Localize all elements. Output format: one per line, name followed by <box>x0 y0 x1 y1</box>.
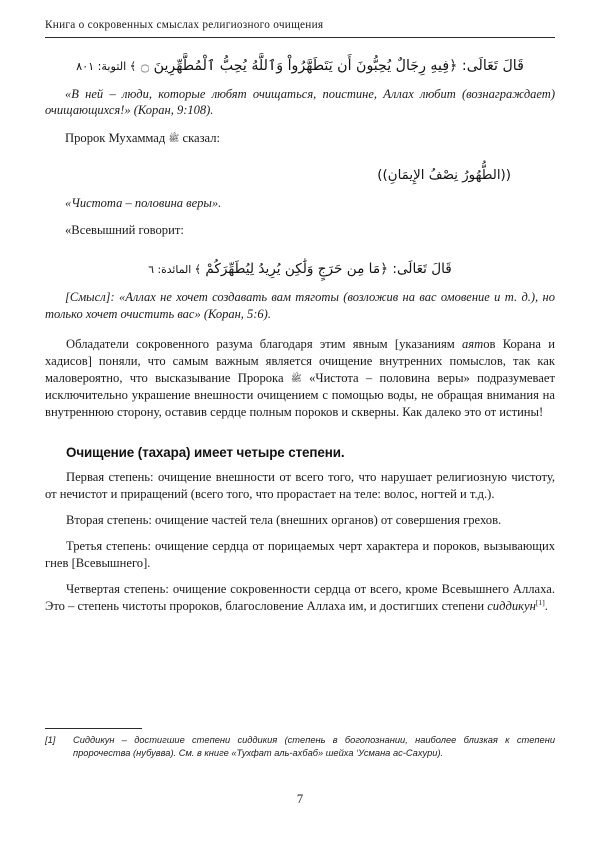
footnote-marker: [1] <box>45 735 56 745</box>
main-paragraph-part-c: «Чистота – половина веры» подразумевает исключительно украшение внешности очищением с помощью воды, не обращая внимания на внутреннюю сторону, оставив сердце полным пороков и скверны. Как далеко это от истины! <box>45 371 555 420</box>
quran-verse-1 <box>45 55 555 77</box>
quran-verse-2 <box>45 259 555 280</box>
degree-4-part-a: Четвертая степень: очищение сокровенности сердца от всего, кроме Всевышнего Аллаха. Это – степень чистоты пророков, благословение Аллаха им, и достигших степени <box>45 581 555 613</box>
prophet-said-intro-part-a: Пророк Мухаммад <box>65 130 169 145</box>
hadith-arabic: ((الطُّهُورُ نِصْفُ الإِيمَانِ)) <box>377 167 511 183</box>
footnote-item <box>45 734 555 761</box>
hadith-translation: «Чистота – половина веры». <box>65 195 222 210</box>
allah-says-intro: «Всевышний говорит: <box>65 223 184 238</box>
main-paragraph <box>45 336 555 421</box>
sallallahu-alayhi-wasallam-icon-2: ﷺ <box>290 374 302 385</box>
footnote-area <box>45 728 555 761</box>
degree-4-italic-siddikun: сиддикун <box>487 598 536 613</box>
degree-4-part-b: . <box>544 598 548 613</box>
degree-1-paragraph: Первая степень: очищение внешности от всего того, что нарушает религиозную чистоту, от нечистот и приращений (всего того, что прорастает на теле: волос, ногтей и т.д.). <box>45 470 555 501</box>
section-heading: Очищение (тахара) имеет четыре степени. <box>66 445 345 461</box>
main-paragraph-part-b: ов Корана и хадисов] поняли, что самым важным является очищение внутренних помыслов, так как маловероятно, что высказывание Пророка <box>45 337 555 386</box>
page-content-column <box>45 0 555 848</box>
quran-verse-2-text: قَالَ تَعَالَى: ﴿مَا مِن حَرَجٍ وَلَٰكِن يُرِيدُ لِيُطَهِّرَكُمْ <box>205 261 452 278</box>
quran-verse-1-reference: ﴾ التوبة: ١٠٨ <box>76 59 137 73</box>
degree-3-paragraph: Третья степень: очищение сердца от порицаемых черт характера и пороков, вызывающих гнев [Всевышнего]. <box>45 538 555 570</box>
page-number: 7 <box>296 792 304 806</box>
main-paragraph-italic-ayat: аят <box>461 337 484 352</box>
quran-verse-2-reference: ﴾ المائدة: ٦ <box>148 263 201 277</box>
prophet-said-intro <box>45 130 555 147</box>
quran-verse-2-translation: [Смысл]: «Аллах не хочет создавать вам тяготы (возложив на вас омовение и т. д.), но только хочет очистить вас» (Коран, 5:6). <box>45 290 555 321</box>
prophet-said-intro-part-b: сказал: <box>179 130 221 145</box>
degree-2-paragraph: Вторая степень: очищение частей тела (внешних органов) от совершения грехов. <box>66 512 502 527</box>
running-head: Книга о сокровенных смыслах религиозного очищения <box>45 19 324 31</box>
degree-4-paragraph <box>45 581 555 615</box>
sallallahu-alayhi-wasallam-icon: ﷺ <box>168 133 180 144</box>
footnote-reference-marker[interactable]: [1] <box>535 597 545 607</box>
quran-verse-1-text: قَالَ تَعَالَى: ﴿فِيهِ رِجَالٌ يُحِبُّونَ أَن يَتَطَهَّرُواْ وَٱللَّهُ يُحِبُّ ٱلْمُطَّهِّرِينَ ۝ <box>140 57 524 74</box>
quran-verse-1-translation: «В ней – люди, которые любят очищаться, поистине, Аллах любит (вознаграждает) очищающихся!» (Коран, 9:108). <box>45 86 555 118</box>
main-paragraph-part-a: Обладатели сокровенного разума благодаря этим явным [указаниям <box>66 337 462 352</box>
footnote-separator-rule <box>45 728 142 729</box>
header-rule <box>45 37 555 38</box>
footnote-text: Сиддикун – достигшие степени сиддикия (степень в богопознании, наиболее близкая к степени пророчества (нубувва). См. в книге «Тухфат аль-ахбаб» шейха ‘Усмана ас-Сахури). <box>73 735 555 759</box>
